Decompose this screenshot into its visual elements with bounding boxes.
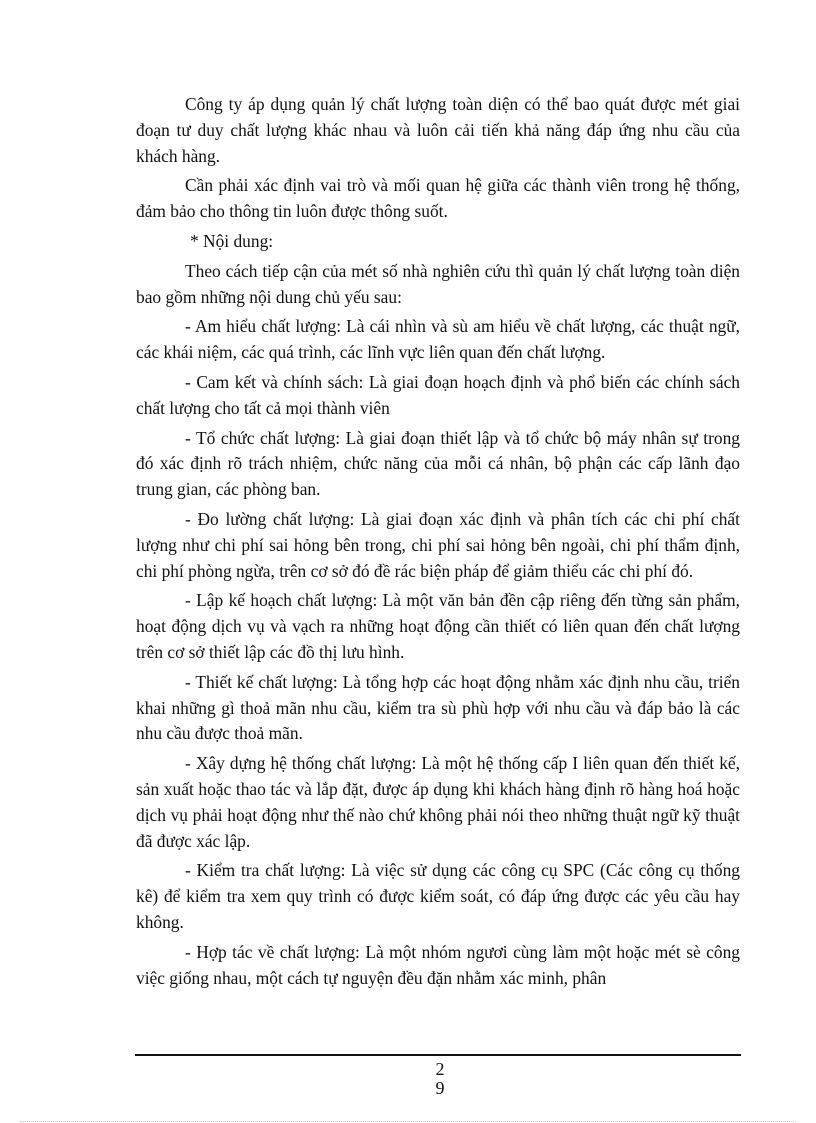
page-number-digit-1: 2	[435, 1059, 445, 1079]
list-item-quality-control: - Kiểm tra chất lượng: Là việc sử dụng các công cụ SPC (Các công cụ thống kê) để kiểm tra xem quy trình có được kiểm soát, có đáp ứng được các yêu cầu hay không.	[136, 860, 740, 932]
list-item-quality-planning: - Lập kế hoạch chất lượng: Là một văn bản đền cập riêng đến từng sản phẩm, hoạt động dịch vụ và vạch ra những hoạt động cần thiết có liên quan đến chất lượng trên cơ sở thiết lập các đồ thị lưu hình.	[136, 590, 740, 662]
list-item-quality-cooperation: - Hợp tác về chất lượng: Là một nhóm ngươi cùng làm một hoặc mét sè công việc giống nhau, một cách tự nguyện đều đặn nhằm xác minh, phân	[136, 941, 740, 988]
document-body	[136, 92, 740, 995]
page-number	[428, 1060, 452, 1098]
list-item-commitment-policy: - Cam kết và chính sách: Là giai đoạn hoạch định và phổ biến các chính sách chất lượng cho tất cả mọi thành viên	[136, 371, 740, 418]
page-bottom-border	[20, 1121, 796, 1122]
section-heading-content: * Nội dung:	[190, 230, 274, 251]
list-item-quality-understanding: - Am hiểu chất lượng: Là cái nhìn và sù am hiểu về chất lượng, các thuật ngữ, các khái niệm, các quá trình, các lĩnh vực liên quan đến chất lượng.	[136, 316, 740, 363]
paragraph-approach: Theo cách tiếp cận của mét số nhà nghiên cứu thì quản lý chất lượng toàn diện bao gồm những nội dung chủ yếu sau:	[136, 260, 740, 307]
list-item-quality-design: - Thiết kế chất lượng: Là tổng hợp các hoạt động nhằm xác định nhu cầu, triển khai những gì thoả mãn nhu cầu, kiểm tra sù phù hợp với nhu cầu và đáp bảo là các nhu cầu được thoả mãn.	[136, 671, 740, 744]
footer-divider	[135, 1054, 741, 1056]
list-item-quality-system: - Xây dựng hệ thống chất lượng: Là một hệ thống cấp I liên quan đến thiết kế, sản xuất hoặc thao tác và lắp đặt, được áp dụng khi khách hàng định rõ hàng hoá hoặc dịch vụ phải hoạt động như thế nào chứ không phải nói theo những thuật ngữ kỹ thuật đã được xác lập.	[136, 753, 740, 851]
paragraph-intro: Công ty áp dụng quản lý chất lượng toàn diện có thể bao quát được mét giai đoạn tư duy chất lượng khác nhau và luôn cải tiến khả năng đáp ứng nhu cầu của khách hàng.	[136, 94, 740, 166]
list-item-quality-measurement: - Đo lường chất lượng: Là giai đoạn xác định và phân tích các chi phí chất lượng như chi phí sai hỏng bên trong, chi phí sai hỏng bên ngoài, chi phí thẩm định, chi phí phòng ngừa, trên cơ sở đó đề rác biện pháp để giảm thiểu các chi phí đó.	[136, 508, 740, 581]
list-item-quality-organization: - Tổ chức chất lượng: Là giai đoạn thiết lập và tổ chức bộ máy nhân sự trong đó xác định rõ trách nhiệm, chức năng của mỗi cá nhân, bộ phận các cấp lãnh đạo trung gian, các phòng ban.	[136, 427, 740, 500]
page-number-digit-2: 9	[435, 1078, 445, 1098]
paragraph-roles: Cần phải xác định vai trò và mối quan hệ giữa các thành viên trong hệ thống, đảm bảo cho thông tin luôn được thông suốt.	[136, 175, 740, 222]
